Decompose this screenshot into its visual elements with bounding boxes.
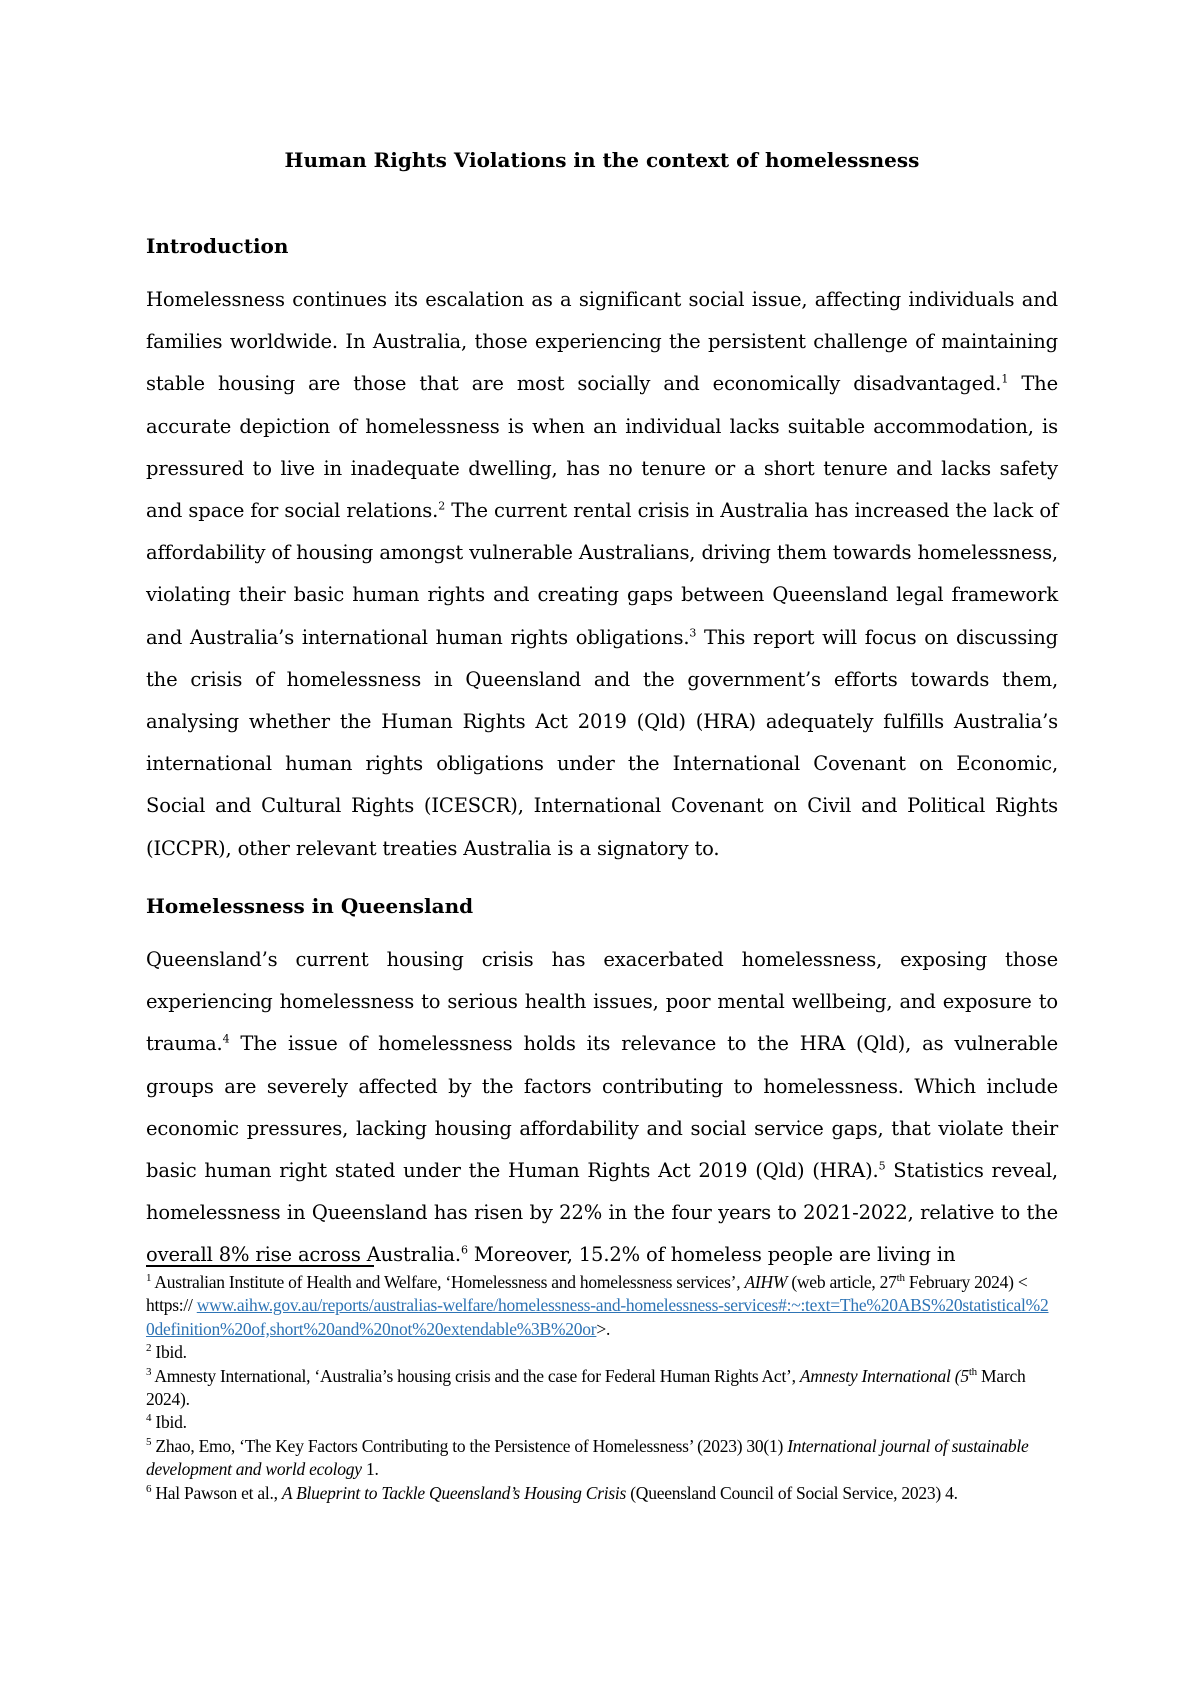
- footnote-separator: [146, 1265, 374, 1267]
- footnote-text: >.: [596, 1318, 611, 1339]
- footnote-italic: International journal of sustainable development and world ecology: [146, 1435, 1029, 1480]
- footnote-text: (Queensland Council of Social Service, 2023) 4.: [626, 1482, 958, 1503]
- footnote-text: Hal Pawson et al.,: [151, 1482, 282, 1503]
- footnote-5: [146, 1435, 1051, 1482]
- footnote-ref-2[interactable]: 2: [438, 499, 446, 513]
- footnote-text: (web article, 27: [787, 1272, 897, 1292]
- footnote-6: [146, 1482, 1051, 1505]
- footnotes: [146, 1271, 1051, 1505]
- introduction-paragraph: [146, 279, 1058, 870]
- paragraph-text: Moreover, 15.2% of homeless people are living in: [467, 1243, 956, 1267]
- document-title: Human Rights Violations in the context of homelessness: [284, 148, 920, 172]
- paragraph-text: The issue of homelessness holds its relevance to the HRA (Qld), as vulnerable groups are severely affected by the factors contributing to homelessness. Which include economic pressures, lacking housing affordability and social service gaps, that violate their basic human right stated under the Human Rights Act 2019 (Qld) (HRA).: [146, 1032, 1058, 1183]
- paragraph-text: Homelessness continues its escalation as a significant social issue, affecting individuals and families worldwide. In Australia, those experiencing the persistent challenge of maintaining stable housing are those that are most socially and economically disadvantaged.: [146, 288, 1058, 396]
- section-heading-introduction: Introduction: [146, 234, 289, 258]
- footnote-ref-6[interactable]: 6: [460, 1243, 468, 1257]
- footnote-3: [146, 1365, 1051, 1412]
- footnote-ref-1[interactable]: 1: [1001, 372, 1009, 386]
- footnote-superscript: th: [968, 1365, 977, 1378]
- footnote-text: Zhao, Emo, ‘The Key Factors Contributing to the Persistence of Homelessness’ (2023) 30(1): [151, 1435, 788, 1456]
- footnote-italic: A Blueprint to Tackle Queensland’s Housing Crisis: [281, 1482, 627, 1503]
- footnote-number: 2: [146, 1342, 152, 1355]
- footnote-italic: Amnesty International (5: [799, 1365, 969, 1386]
- footnote-text: Australian Institute of Health and Welfare, ‘Homelessness and homelessness services’,: [151, 1272, 745, 1292]
- footnote-1: [146, 1271, 1051, 1341]
- footnote-4: [146, 1411, 1051, 1434]
- footnote-text: 1.: [361, 1459, 379, 1480]
- footnote-number: 3: [146, 1365, 152, 1378]
- footnote-text: February 2024) < https://: [146, 1272, 1028, 1316]
- footnote-number: 5: [146, 1436, 152, 1449]
- paragraph-text: The accurate depiction of homelessness is when an individual lacks suitable accommodation, is pressured to live in inadequate dwelling, has no tenure or a short tenure and lacks safety and space for social relations.: [146, 372, 1058, 523]
- footnote-text: March 2024).: [146, 1365, 1026, 1410]
- paragraph-text: Statistics reveal, homelessness in Queensland has risen by 22% in the four years to 2021-2022, relative to the overall 8% rise across Australia.: [146, 1159, 1058, 1267]
- footnote-2: [146, 1341, 1051, 1364]
- footnote-number: 4: [146, 1412, 152, 1425]
- paragraph-text: This report will focus on discussing the crisis of homelessness in Queensland and the government’s efforts towards them, analysing whether the Human Rights Act 2019 (Qld) (HRA) adequately fulfills Australia’s international human rights obligations under the International Covenant on Economic, Social and Cultural Rights (ICESCR), International Covenant on Civil and Political Rights (ICCPR), other relevant treaties Australia is a signatory to.: [146, 625, 1058, 860]
- footnote-superscript: th: [896, 1272, 905, 1285]
- footnote-ref-4[interactable]: 4: [222, 1032, 230, 1046]
- queensland-paragraph: [146, 939, 1058, 1277]
- footnote-text: Amnesty International, ‘Australia’s housing crisis and the case for Federal Human Rights Act’,: [151, 1365, 800, 1386]
- footnote-text: Ibid.: [151, 1342, 187, 1363]
- footnote-ref-3[interactable]: 3: [689, 626, 697, 640]
- footnote-ref-5[interactable]: 5: [878, 1159, 886, 1173]
- footnote-text: Ibid.: [151, 1412, 187, 1433]
- footnote-italic: AIHW: [744, 1272, 788, 1292]
- footnote-link[interactable]: www.aihw.gov.au/reports/australias-welfare/homelessness-and-homelessness-services#:~:text=The%20ABS%20statistical%20definition%20of,short%20and%20not%20extendable%3B%20or: [146, 1295, 1049, 1339]
- footnote-number: 1: [146, 1272, 152, 1285]
- paragraph-text: The current rental crisis in Australia has increased the lack of affordability of housing amongst vulnerable Australians, driving them towards homelessness, violating their basic human rights and creating gaps between Queensland legal framework and Australia’s international human rights obligations.: [146, 499, 1058, 649]
- section-heading-homelessness-in-queensland: Homelessness in Queensland: [146, 894, 474, 918]
- footnote-number: 6: [146, 1482, 152, 1495]
- paragraph-text: Queensland’s current housing crisis has exacerbated homelessness, exposing those experiencing homelessness to serious health issues, poor mental wellbeing, and exposure to trauma.: [146, 948, 1058, 1056]
